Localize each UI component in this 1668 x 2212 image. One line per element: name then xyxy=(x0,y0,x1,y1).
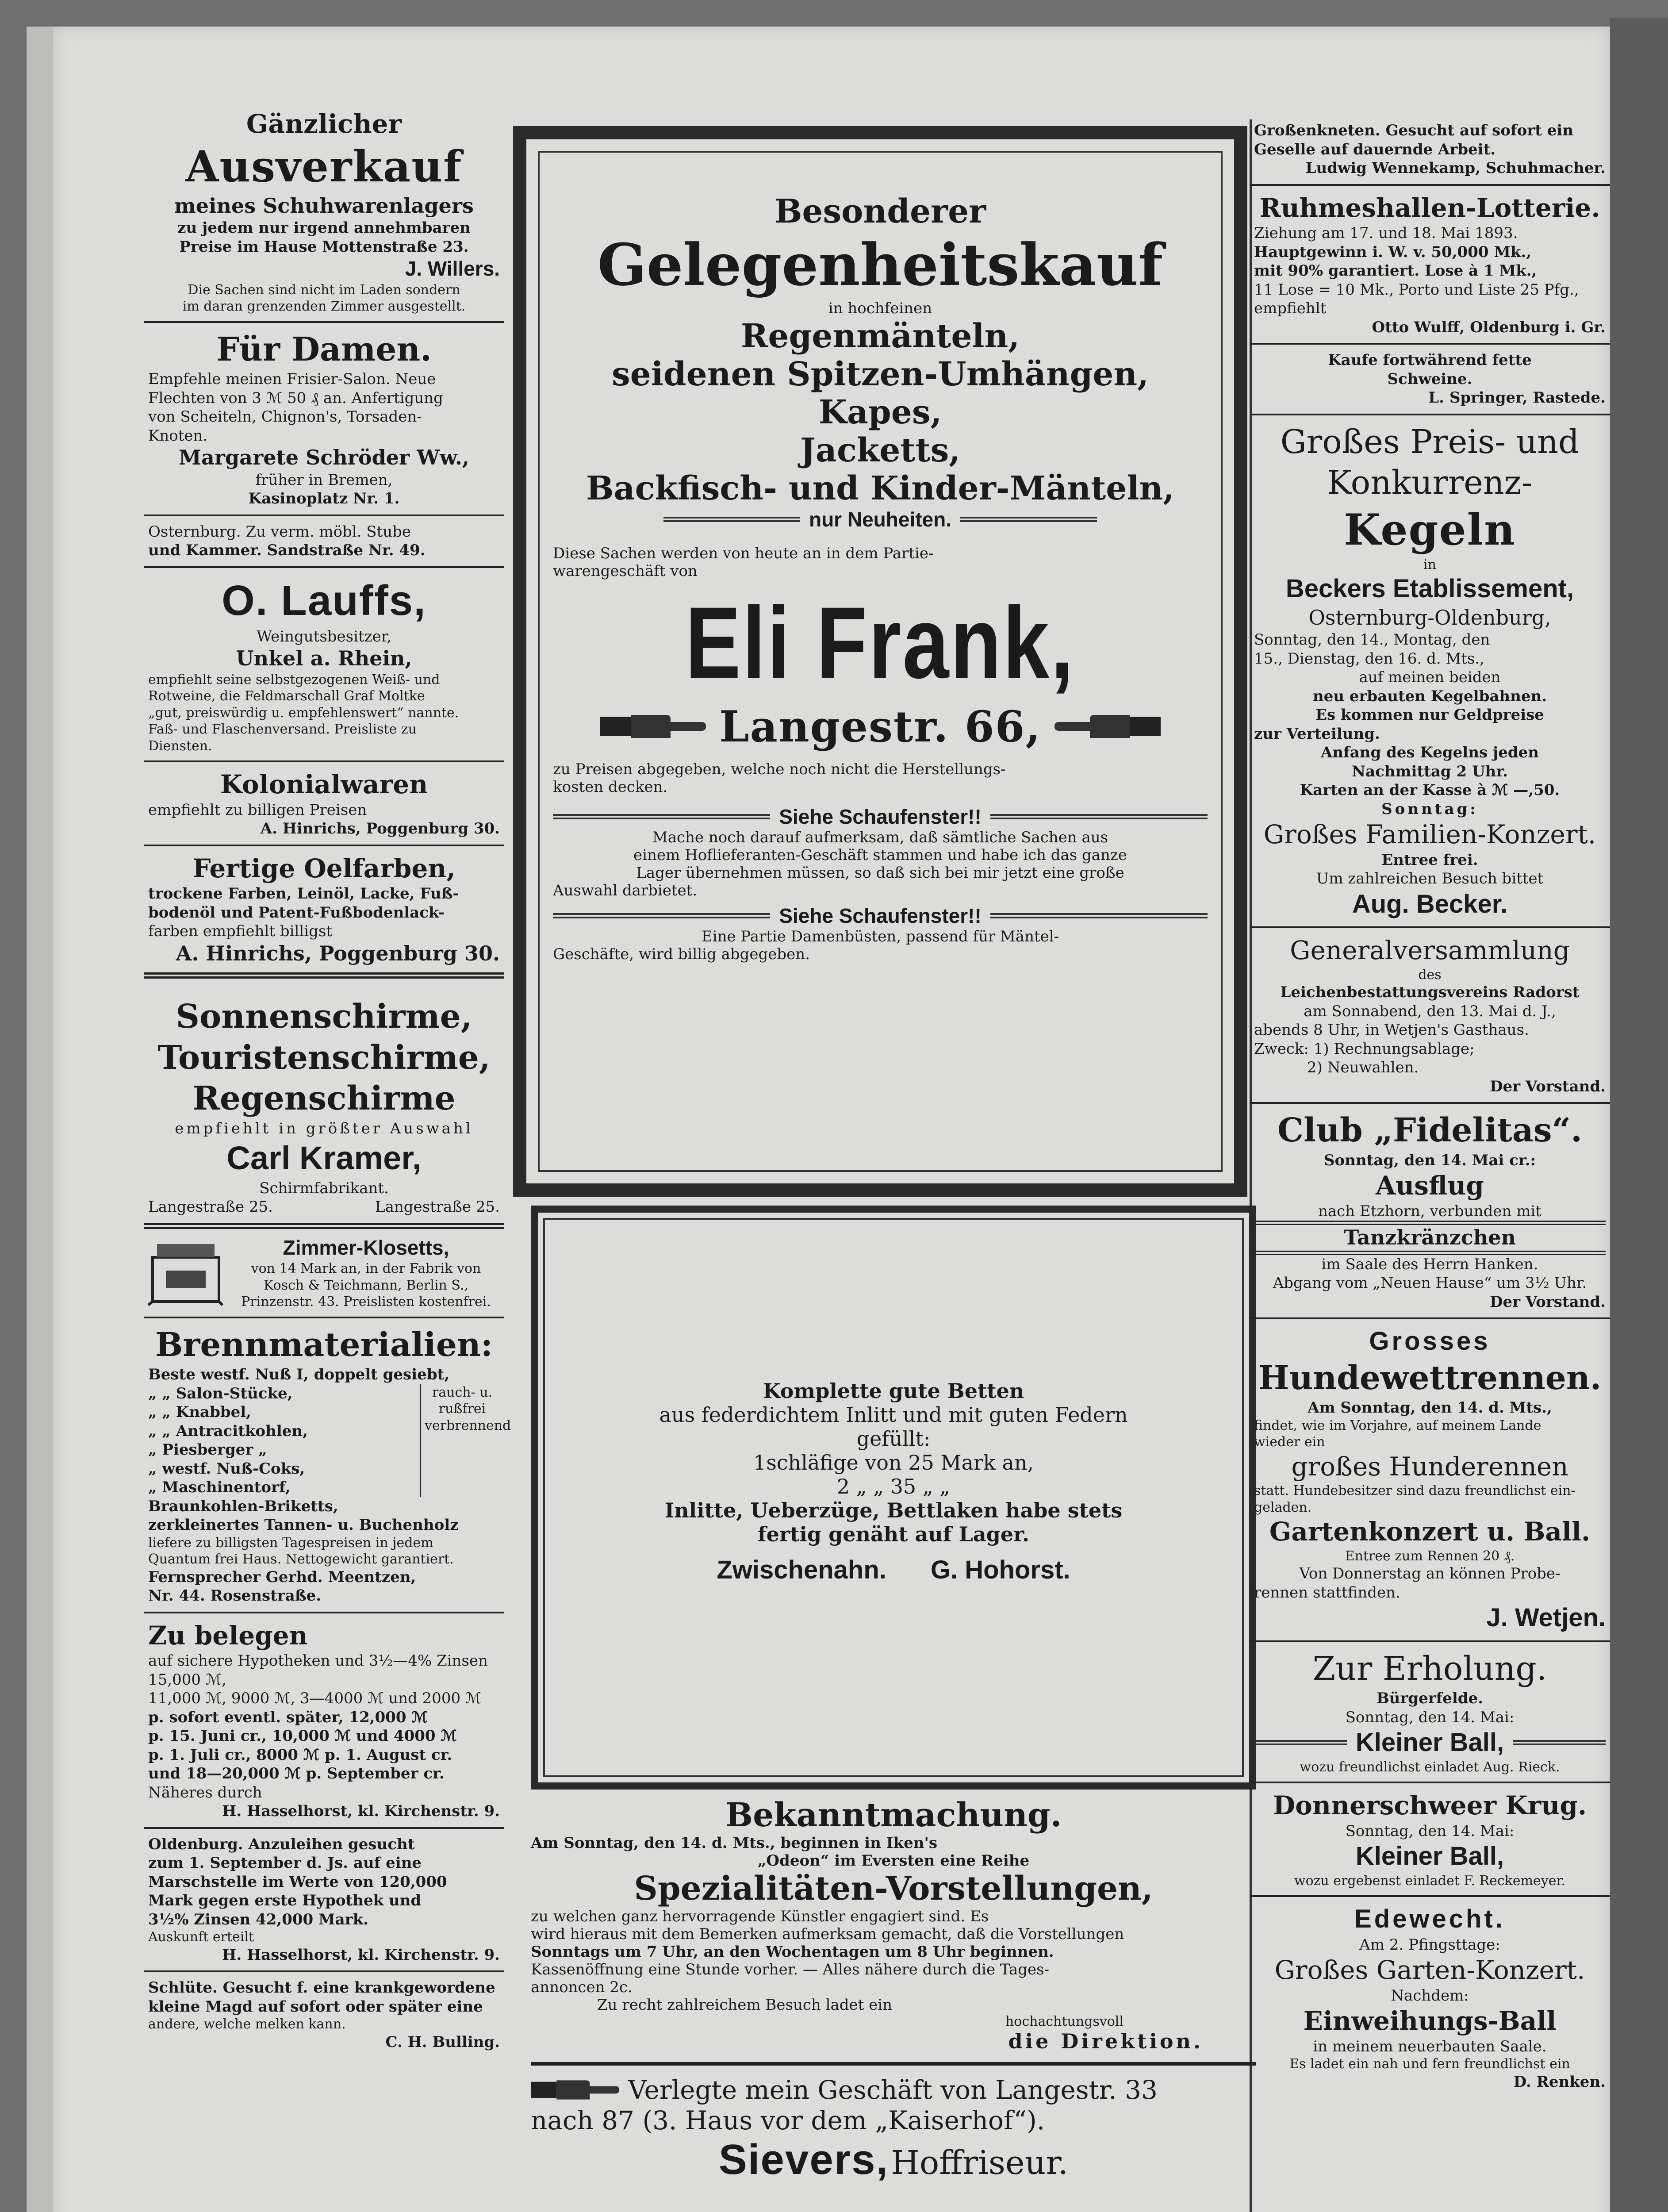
ad-line: nach 87 (3. Haus vor dem „Kaiserhof“). xyxy=(531,2105,1045,2135)
ad-line: hochachtungsvoll xyxy=(1005,2014,1124,2029)
ad-line: empfiehlt zu billigen Preisen xyxy=(148,801,367,819)
ad-line: Nr. 44. Rosenstraße. xyxy=(148,1587,322,1605)
ad-generalversammlung xyxy=(1250,928,1610,1104)
ad-headline: Kolonialwaren xyxy=(220,769,428,799)
ad-event: Kleiner Ball, xyxy=(1355,1842,1504,1870)
ad-signature: J. Willers. xyxy=(405,257,500,280)
ad-line: Sonntag, den 14. Mai: xyxy=(1345,1708,1515,1726)
ad-line: einem Hoflieferanten-Geschäft stammen und habe ich das ganze xyxy=(633,846,1127,864)
ad-line: meines Schuhwarenlagers xyxy=(174,193,474,218)
ad-headline: Grosses xyxy=(1369,1327,1491,1356)
ad-line: und 18—20,000 ℳ p. September cr. xyxy=(148,1765,445,1782)
ad-line: Schirmfabrikant. xyxy=(259,1179,389,1197)
ad-line: geladen. xyxy=(1254,1499,1312,1515)
ad-line: Gartenkonzert u. Ball. xyxy=(1269,1517,1591,1547)
ad-line: Gänzlicher xyxy=(246,109,402,139)
ad-ausverkauf xyxy=(144,102,504,323)
ad-merchant-name: Eli Frank, xyxy=(685,586,1075,699)
ad-eli-frank xyxy=(513,126,1247,1197)
ad-signature: G. Hohorst. xyxy=(930,1555,1070,1584)
ad-line: „Odeon“ im Eversten eine Reihe xyxy=(757,1852,1030,1870)
ad-headline: Für Damen. xyxy=(216,330,432,369)
ad-line: Besonderer xyxy=(774,192,986,230)
ad-line: 2 „ „ 35 „ „ xyxy=(836,1475,951,1498)
ad-line: 1schläfige von 25 Mark an, xyxy=(753,1451,1034,1475)
ad-line: aus federdichtem Inlitt und mit guten Federn xyxy=(659,1403,1128,1427)
ad-bekanntmachung xyxy=(531,1796,1256,2184)
ad-line: Mark gegen erste Hypothek und xyxy=(148,1892,422,1909)
ad-line: kleine Magd auf sofort oder später eine xyxy=(148,1997,483,2016)
ad-line: Faß- und Flaschenversand. Preisliste zu xyxy=(148,722,417,737)
ad-signature: H. Hasselhorst, kl. Kirchenstr. 9. xyxy=(222,1802,500,1820)
ad-line: Preise im Hause Mottenstraße 23. xyxy=(179,238,469,256)
ad-headline: Hundewettrennen. xyxy=(1258,1359,1602,1397)
ad-line: Kaufe fortwährend fette xyxy=(1328,351,1532,369)
ad-headline: Gelegenheitskauf xyxy=(597,231,1163,299)
ad-line: und Kammer. Sandstraße Nr. 49. xyxy=(148,541,426,559)
ad-line: Marschstelle im Werte von 120,000 xyxy=(148,1873,447,1891)
ad-line: am Sonnabend, den 13. Mai d. J., xyxy=(1304,1002,1556,1020)
ad-osternburg xyxy=(144,516,504,568)
ad-line: „ „ Knabbel, xyxy=(148,1403,252,1421)
ad-line: zur Verteilung. xyxy=(1254,725,1380,743)
ad-headline: Ruhmeshallen-Lotterie. xyxy=(1259,192,1600,223)
ad-headline: Donnerschweer Krug. xyxy=(1273,1790,1587,1820)
ad-line: Schweine. xyxy=(1387,370,1472,388)
ad-line: Beste westf. Nuß I, doppelt gesiebt, xyxy=(148,1366,450,1383)
ad-line: p. 15. Juni cr., 10,000 ℳ und 4000 ℳ xyxy=(148,1727,457,1745)
ad-brennmaterialien xyxy=(144,1318,511,1613)
ad-signature: Carl Kramer, xyxy=(226,1140,422,1176)
ad-kolonialwaren xyxy=(144,762,504,846)
ad-line: „gut, preiswürdig u. empfehlenswert“ nannte. xyxy=(148,705,459,721)
ad-line: annoncen 2c. xyxy=(531,1978,633,1996)
ad-headline: Brennmaterialien: xyxy=(155,1325,493,1364)
ad-line: im daran grenzenden Zimmer ausgestellt. xyxy=(182,299,466,314)
ad-line: Nachdem: xyxy=(1391,1986,1469,2005)
ad-notice: Siehe Schaufenster!! xyxy=(779,904,982,927)
ad-line: Die Sachen sind nicht im Laden sondern xyxy=(188,282,460,298)
ad-signature: D. Renken. xyxy=(1513,2073,1606,2091)
ad-signature: Ludwig Wennekamp, Schuhmacher. xyxy=(1305,159,1606,177)
ad-klosetts xyxy=(144,1229,504,1318)
ad-line: wird hieraus mit dem Bemerken aufmerksam gemacht, daß die Vorstellungen xyxy=(531,1925,1124,1943)
ad-line: Leichenbestattungsvereins Radorst xyxy=(1280,983,1580,1001)
ad-line: farben empfiehlt billigst xyxy=(148,922,333,940)
ad-line: Schlüte. Gesucht f. eine krankgewordene xyxy=(148,1979,495,1997)
ad-line: Backfisch- und Kinder-Mänteln, xyxy=(586,469,1175,507)
ad-line: früher in Bremen, xyxy=(255,471,393,489)
ad-line: warengeschäft von xyxy=(553,562,698,580)
ad-line: neu erbauten Kegelbahnen. xyxy=(1312,687,1547,705)
ad-line: Langestraße 25. xyxy=(148,1198,273,1216)
ad-line: Osternburg-Oldenburg, xyxy=(1308,605,1551,630)
ad-line: trockene Farben, Leinöl, Lacke, Fuß- xyxy=(148,885,459,902)
ad-headline: Fertige Oelfarben, xyxy=(192,853,456,883)
ad-oelfarben xyxy=(144,846,504,979)
ad-line: Osternburg. Zu verm. möbl. Stube xyxy=(148,522,411,541)
ad-signature: Margarete Schröder Ww., xyxy=(179,445,469,469)
ad-line: in xyxy=(1423,557,1436,572)
ad-line: Prinzenstr. 43. Preislisten kostenfrei. xyxy=(241,1294,491,1310)
ad-kneten xyxy=(1250,115,1610,186)
ad-line: Nachmittag 2 Uhr. xyxy=(1352,762,1508,780)
ad-line: 11 Lose = 10 Mk., Porto und Liste 25 Pfg., xyxy=(1254,280,1579,299)
ad-headline: Club „Fidelitas“. xyxy=(1277,1111,1582,1149)
ad-line: Sonntag, den 14. Mai cr.: xyxy=(1323,1151,1536,1169)
ad-signature: Der Vorstand. xyxy=(1490,1077,1606,1095)
ad-line: Lager übernehmen müssen, so daß sich bei mir jetzt eine große xyxy=(636,864,1124,882)
ad-line: statt. Hundebesitzer sind dazu freundlichst ein- xyxy=(1254,1483,1576,1498)
ad-line: abends 8 Uhr, in Wetjen's Gasthaus. xyxy=(1254,1021,1529,1039)
ad-line: empfiehlt xyxy=(1254,300,1327,317)
ad-line: Geschäfte, wird billig abgegeben. xyxy=(553,945,810,963)
ad-line: Zu recht zahlreichem Besuch ladet ein xyxy=(597,1996,893,2014)
ad-lotterie xyxy=(1250,186,1610,345)
ad-line xyxy=(663,507,1097,531)
ad-line: 15., Dienstag, den 16. d. Mts., xyxy=(1254,649,1484,668)
ad-line: Quantum frei Haus. Nettogewicht garantiert. xyxy=(148,1551,454,1567)
ad-line: mit 90% garantiert. Lose à 1 Mk., xyxy=(1254,262,1537,280)
ad-line: des xyxy=(1418,967,1442,983)
ad-notice: Siehe Schaufenster!! xyxy=(779,805,982,828)
ad-event: Einweihungs-Ball xyxy=(1303,2006,1557,2036)
ad-line: seidenen Spitzen-Umhängen, Kapes, xyxy=(612,355,1149,431)
ad-place: Zwischenahn. xyxy=(717,1555,886,1584)
ad-headline: Sonnenschirme, xyxy=(176,998,472,1036)
ad-line: Von Donnerstag an können Probe- xyxy=(1299,1565,1561,1582)
ad-line: zu welchen ganz hervorragende Künstler engagiert sind. Es xyxy=(531,1908,989,1925)
ad-line: „ Piesberger „ xyxy=(148,1441,267,1459)
pointing-hand-icon xyxy=(1054,709,1161,744)
pointing-hand-icon xyxy=(531,2074,619,2105)
ad-line: Ziehung am 17. und 18. Mai 1893. xyxy=(1254,224,1518,242)
ad-signature: Otto Wulff, Oldenburg i. Gr. xyxy=(1372,318,1606,336)
ad-line: Weingutsbesitzer, xyxy=(256,627,392,645)
ad-line: wieder ein xyxy=(1254,1434,1325,1450)
ad-line: „ Maschinentorf, xyxy=(148,1479,291,1496)
left-column xyxy=(144,102,511,2058)
ad-line: Ausflug xyxy=(1376,1171,1484,1201)
ad-line: Rotweine, die Feldmarschall Graf Moltke xyxy=(148,688,425,704)
ad-event: Kleiner Ball, xyxy=(1355,1728,1504,1757)
ad-line: nach Etzhorn, verbunden mit xyxy=(1318,1202,1541,1220)
ad-line: „ „ Salon-Stücke, xyxy=(148,1384,293,1402)
ad-line: Hauptgewinn i. W. v. 50,000 Mk., xyxy=(1254,243,1532,261)
ad-headline: Großes Garten-Konzert. xyxy=(1274,1955,1585,1985)
ad-line: Sonntag, den 14. Mai: xyxy=(1345,1822,1515,1840)
ad-headline: Bekanntmachung. xyxy=(725,1796,1062,1834)
ad-line: empfiehlt seine selbstgezogenen Weiß- und xyxy=(148,672,440,687)
ad-line: Abgang vom „Neuen Hause“ um 3½ Uhr. xyxy=(1273,1274,1587,1292)
ad-line: Tanzkränzchen xyxy=(1254,1221,1606,1255)
ad-side-note: rauch- u. rußfrei verbrennend xyxy=(420,1384,500,1497)
ad-line: Auswahl darbietet. xyxy=(553,881,698,899)
ad-line: „ „ Antracitkohlen, xyxy=(148,1422,308,1440)
ad-line: Fernsprecher Gerhd. Meentzen, xyxy=(148,1568,416,1586)
ad-donnerschweer-krug xyxy=(1250,1783,1610,1897)
ad-headline: Zimmer-Klosetts, xyxy=(283,1236,449,1259)
pointing-hand-icon xyxy=(600,709,706,744)
ad-lauffs xyxy=(144,568,504,763)
ad-line: A. Hinrichs, Poggenburg 30. xyxy=(260,820,500,837)
ad-line: kosten decken. xyxy=(553,778,668,796)
ad-line: bodenöl und Patent-Fußbodenlack- xyxy=(148,903,445,922)
ad-line: p. sofort eventl. später, 12,000 ℳ xyxy=(148,1708,428,1726)
ad-signature: A. Hinrichs, Poggenburg 30. xyxy=(176,941,500,965)
ad-line: Empfehle meinen Frisier-Salon. Neue xyxy=(148,370,436,388)
ad-line: zu Preisen abgegeben, welche noch nicht die Herstellungs- xyxy=(553,760,1006,778)
ad-line: Kassenöffnung eine Stunde vorher. — Alles nähere durch die Tages- xyxy=(531,1961,1050,1978)
ad-line: Kosch & Teichmann, Berlin S., xyxy=(264,1277,468,1293)
ad-line: auf meinen beiden xyxy=(1359,668,1501,686)
ad-line: Sonntag, den 14., Montag, den xyxy=(1254,631,1490,649)
ad-line: empfiehlt in größter Auswahl xyxy=(175,1119,473,1137)
ad-line: Inlitte, Ueberzüge, Bettlaken habe stets xyxy=(664,1498,1123,1522)
right-column xyxy=(1250,115,1610,2097)
ad-line: Näheres durch xyxy=(148,1783,262,1801)
ad-line: Großes Familien-Konzert. xyxy=(1263,819,1596,849)
ad-line: Langestraße 25. xyxy=(375,1198,500,1216)
ad-headline: Komplette gute Betten xyxy=(763,1379,1024,1403)
ad-line: liefere zu billigsten Tagespreisen in jedem xyxy=(148,1535,433,1551)
ad-line: gefüllt: xyxy=(856,1427,931,1451)
ad-line xyxy=(553,805,1208,829)
ad-zur-erholung xyxy=(1250,1642,1610,1784)
ad-headline: Zu belegen xyxy=(148,1620,308,1651)
ad-line: 3½% Zinsen 42,000 Mark. xyxy=(148,1910,368,1928)
ad-signature: Der Vorstand. xyxy=(1490,1293,1606,1311)
ad-headline: Konkurrenz- xyxy=(1327,464,1533,502)
ad-line: Regenmänteln, xyxy=(740,317,1020,355)
ad-line: Knoten. xyxy=(148,426,208,445)
ad-line: zerkleinertes Tannen- u. Buchenholz xyxy=(148,1516,459,1534)
ad-line: Sonntags um 7 Uhr, an den Wochentagen um 8 Uhr beginnen. xyxy=(531,1943,1054,1961)
ad-line: andere, welche melken kann. xyxy=(148,2016,346,2032)
commode-illustration xyxy=(148,1240,223,1306)
ad-headline: Spezialitäten-Vorstellungen, xyxy=(634,1870,1153,1908)
ad-kegeln xyxy=(1250,415,1610,929)
ad-line: „ westf. Nuß-Coks, xyxy=(148,1459,305,1478)
ad-zubelegen xyxy=(144,1613,504,1829)
ad-line: in meinem neuerbauten Saale. xyxy=(1313,2037,1547,2055)
ad-anzuleihen xyxy=(144,1829,504,1973)
ad-line: findet, wie im Vorjahre, auf meinem Lande xyxy=(1254,1417,1541,1433)
ad-signature: H. Hasselhorst, kl. Kirchenstr. 9. xyxy=(222,1946,500,1964)
ad-headline: Edewecht. xyxy=(1354,1905,1505,1933)
binding-gutter xyxy=(27,27,53,2212)
ad-line: Es kommen nur Geldpreise xyxy=(1315,706,1544,724)
ad-line: auf sichere Hypotheken und 3½—4% Zinsen 15,000 ℳ, xyxy=(148,1652,488,1689)
ad-line: Zweck: 1) Rechnungsablage; xyxy=(1254,1040,1475,1058)
ad-line: Am Sonntag, den 14. d. Mts., xyxy=(1308,1399,1552,1417)
ad-address: Langestr. 66, xyxy=(719,701,1041,752)
ad-signature: die Direktion. xyxy=(1008,2029,1203,2053)
ad-club-fidelitas xyxy=(1250,1104,1610,1319)
ad-line: Um zahlreichen Besuch bittet xyxy=(1316,870,1544,887)
ad-line: Jacketts, xyxy=(800,431,961,469)
ad-line: Auskunft erteilt xyxy=(148,1929,254,1945)
ad-line: Geselle auf dauernde Arbeit. xyxy=(1254,140,1496,158)
ad-line: Kasinoplatz Nr. 1. xyxy=(248,490,400,507)
ad-line: Anfang des Kegelns jeden xyxy=(1321,744,1539,761)
ad-line: Diensten. xyxy=(148,738,212,754)
ad-headline: O. Lauffs, xyxy=(222,576,426,624)
ad-line: von 14 Mark an, in der Fabrik von xyxy=(251,1261,481,1276)
ad-line: im Saale des Herrn Hanken. xyxy=(1321,1255,1538,1273)
ad-line: wozu ergebenst einladet F. Reckemeyer. xyxy=(1294,1873,1566,1889)
ad-line: fertig genäht auf Lager. xyxy=(757,1522,1030,1546)
ad-hundewettrennen xyxy=(1250,1319,1610,1642)
ad-damen xyxy=(144,323,504,516)
ad-betten xyxy=(531,1206,1256,1790)
ad-schirme xyxy=(144,979,504,1229)
ad-line: Entree zum Rennen 20 ₰. xyxy=(1345,1548,1515,1564)
ad-line: p. 1. Juli cr., 8000 ℳ p. 1. August cr. xyxy=(148,1746,452,1764)
ad-line: 11,000 ℳ, 9000 ℳ, 3—4000 ℳ und 2000 ℳ xyxy=(148,1690,482,1707)
ad-schweine xyxy=(1250,345,1610,415)
ad-address-row xyxy=(148,1198,500,1217)
ad-line: von Scheiteln, Chignon's, Torsaden- xyxy=(148,408,422,426)
ad-line: rennen stattfinden. xyxy=(1254,1583,1400,1601)
ad-signature: Aug. Becker. xyxy=(1352,889,1508,918)
ad-headline: Regenschirme xyxy=(192,1079,456,1118)
ad-line: Flechten von 3 ℳ 50 ₰ an. Anfertigung xyxy=(148,389,443,407)
ad-line: Hoffriseur. xyxy=(891,2144,1069,2182)
ad-line xyxy=(1254,1727,1606,1759)
ad-line: Braunkohlen-Briketts, xyxy=(148,1497,338,1515)
ad-line: Am Sonntag, den 14. d. Mts., beginnen in Iken's xyxy=(531,1834,937,1852)
ad-line: Karten an der Kasse à ℳ —,50. xyxy=(1300,781,1560,799)
ad-line: in hochfeinen xyxy=(828,300,932,317)
ad-line: Oldenburg. Anzuleihen gesucht xyxy=(148,1835,415,1853)
ad-edewecht xyxy=(1250,1897,1610,2097)
ad-line: Mache noch darauf aufmerksam, daß sämtliche Sachen aus xyxy=(652,828,1108,846)
ad-signature: C. H. Bulling. xyxy=(385,2033,500,2051)
ad-line: Sonntag: xyxy=(1381,800,1478,818)
ad-line: Bürgerfelde. xyxy=(1376,1690,1484,1707)
ad-line: wozu freundlichst einladet Aug. Rieck. xyxy=(1300,1759,1560,1775)
ad-headline: Touristenschirme, xyxy=(157,1038,491,1077)
ad-line xyxy=(553,904,1208,928)
ad-line: Großenkneten. Gesucht auf sofort ein xyxy=(1254,122,1574,139)
ad-line: Entree frei. xyxy=(1381,851,1478,869)
ad-signature: J. Wetjen. xyxy=(1486,1603,1606,1632)
ad-signature: L. Springer, Rastede. xyxy=(1428,389,1606,407)
ad-headline: Großes Preis- und xyxy=(1280,422,1580,461)
ad-line: Verlegte mein Geschäft von Langestr. 33 xyxy=(628,2075,1158,2105)
ad-headline: Zur Erholung. xyxy=(1312,1649,1547,1688)
ad-schluete xyxy=(144,1972,504,2058)
ad-line: zu jedem nur irgend annehmbaren xyxy=(177,219,471,237)
ad-line: Es ladet ein nah und fern freundlichst ein xyxy=(1289,2056,1570,2072)
ad-line: Diese Sachen werden von heute an in dem Partie- xyxy=(553,545,934,562)
ad-line: Unkel a. Rhein, xyxy=(236,646,412,670)
ad-line: Am 2. Pfingsttage: xyxy=(1359,1936,1500,1954)
ad-tagline: nur Neuheiten. xyxy=(809,508,952,531)
ad-line: 2) Neuwahlen. xyxy=(1307,1059,1419,1076)
ad-headline: Kegeln xyxy=(1344,504,1516,555)
ad-line: Eine Partie Damenbüsten, passend für Mäntel- xyxy=(701,927,1059,945)
ad-headline: Ausverkauf xyxy=(185,141,463,192)
page-edge xyxy=(1610,18,1668,2212)
ad-headline: Generalversammlung xyxy=(1290,935,1570,965)
ad-line: zum 1. September d. Js. auf eine xyxy=(148,1854,422,1872)
ad-line: großes Hunderennen xyxy=(1291,1451,1568,1482)
ad-line: Beckers Etablissement, xyxy=(1285,574,1574,603)
ad-signature: Sievers, xyxy=(718,2136,889,2183)
